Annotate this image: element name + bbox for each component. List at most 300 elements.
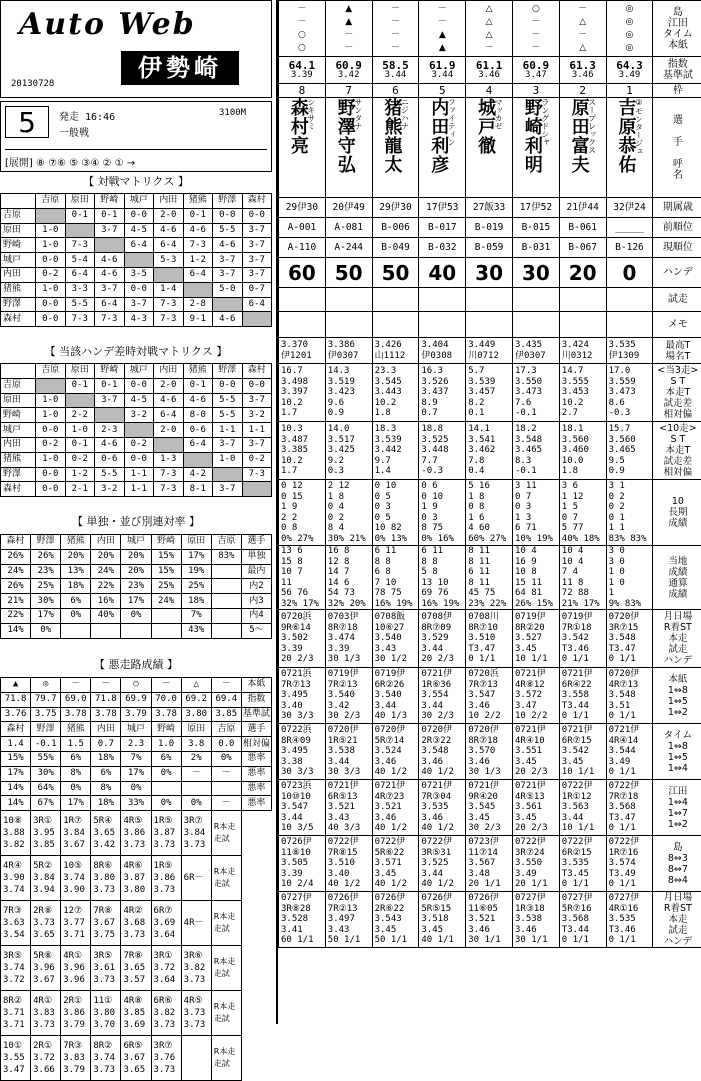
- tandoku-cell: 26%: [1, 549, 31, 564]
- stat-cell: [372, 836, 419, 892]
- rider-base-time: 3.47: [525, 70, 547, 80]
- tandoku-cell: 24%: [91, 564, 121, 579]
- matrix1-cell: 3-7: [213, 267, 243, 282]
- rider-cell: [466, 98, 513, 198]
- akuso-cell: 3.85: [211, 707, 241, 722]
- waku-number: 2: [579, 83, 586, 97]
- rider-cell: [606, 1, 653, 57]
- matrix2-col-header: 吉原: [36, 364, 66, 379]
- akuso-result-text: 3R⑦ 3.84 3.73: [183, 816, 206, 851]
- stat-cell: [512, 724, 559, 780]
- akuso-result-text: 4R⑤ 3.86 3.73: [123, 816, 146, 851]
- akuso-result-text: 7R⑧ 3.65 3.57: [123, 951, 146, 986]
- matrix2-cell: 1-0: [36, 393, 66, 408]
- akuso-result-text: 8R② 3.74 3.73: [93, 1041, 116, 1076]
- akuso-cell: －: [61, 678, 91, 693]
- rider-base-time: 3.46: [571, 70, 594, 80]
- stat-cell: [279, 338, 326, 364]
- rider-cell: [325, 258, 372, 288]
- left-panel: [0, 0, 272, 1076]
- stat-label: [653, 780, 701, 836]
- matrix1-cell: 9-1: [183, 312, 213, 327]
- stat-cell: [325, 422, 372, 480]
- stat-cell: [325, 546, 372, 610]
- akuso-result-text: 7R③ 3.83 3.79: [63, 1041, 85, 1076]
- rider-handicap: 0: [622, 260, 637, 285]
- matrix1-cell: 3-7: [213, 253, 243, 268]
- rider-index: 64.1: [288, 59, 316, 72]
- akuso-result-cell: [61, 901, 91, 946]
- matrix2-row-label: 内田: [1, 437, 36, 452]
- rider-name: 吉原恭佑: [615, 98, 637, 174]
- rider-cell: [279, 198, 326, 218]
- rider-handicap: 40: [428, 260, 457, 285]
- akuso-cell: ◎: [31, 678, 61, 693]
- stat-cell: [606, 780, 653, 836]
- tandoku-cell: 単独: [241, 549, 271, 564]
- akuso-cell: 71.8: [1, 692, 31, 707]
- akuso-cell: 70.0: [151, 692, 181, 707]
- matrix1-cell: [213, 297, 243, 312]
- rider-cell: [466, 218, 513, 238]
- tandoku-cell: 24%: [151, 594, 181, 609]
- tandoku-cell: [211, 623, 241, 638]
- stat-text: 3 1 0 2 0 2 0 1 1 1 83% 83%: [608, 481, 647, 544]
- stat-text: 0 10 0 5 0 3 0 5 10 82 0% 13%: [374, 481, 408, 544]
- akuso-cell: 0.7: [91, 737, 121, 752]
- matrix2-cell: 0-0: [36, 482, 66, 497]
- rider-handicap: 50: [334, 260, 363, 285]
- stat-cell: [466, 780, 513, 836]
- row-label-text: 前順位: [662, 222, 693, 233]
- matrix1-cell: 0-1: [65, 208, 95, 223]
- stat-cell: [419, 780, 466, 836]
- matrix2-cell: 3-7: [95, 393, 125, 408]
- matrix1-cell: 4-6: [154, 223, 184, 238]
- stat-cell: [512, 364, 559, 422]
- stat-text: 0726伊 11⑥05 3.521 3.46 30 1/1: [468, 893, 501, 946]
- matrix2-cell: 8-0: [183, 408, 213, 423]
- akuso-result-cell: [91, 811, 121, 856]
- stat-text: 0727伊 3R⑧28 3.528 3.41 60 1/1: [281, 893, 314, 946]
- akuso-result-text: 3R⑦ 3.76 3.73: [153, 1041, 176, 1076]
- matrix2-cell: 0-2: [124, 437, 154, 452]
- matrix2-cell: 1-3: [154, 452, 184, 467]
- rider-cell: [559, 198, 606, 218]
- rider-cell: [606, 288, 653, 312]
- matrix1-col-header: 城戸: [124, 194, 154, 209]
- akuso-cell: 野崎: [151, 722, 181, 737]
- tandoku-cell: 15%: [151, 549, 181, 564]
- rider-cell: [325, 218, 372, 238]
- stat-cell: [325, 836, 372, 892]
- akuso-result-text: 10① 3.55 3.47: [3, 1041, 25, 1076]
- rider-pre-rank: A-001: [287, 221, 317, 233]
- matrix2-cell: 0-1: [183, 378, 213, 393]
- matrix2-col-header: 野崎: [95, 364, 125, 379]
- akuso-result-cell: [121, 901, 151, 946]
- rider-cell: [279, 84, 326, 98]
- rider-cell: [419, 198, 466, 218]
- matrix2-cell: 3-2: [124, 408, 154, 423]
- tandoku-cell: [211, 564, 241, 579]
- matrix2-corner: [1, 364, 36, 379]
- akuso-result-text: 4R② 3.68 3.73: [123, 906, 146, 941]
- stat-cell: [606, 364, 653, 422]
- matrix2-cell: [36, 378, 66, 393]
- matrix1-cell: 6-4: [242, 297, 272, 312]
- rider-cell: [372, 1, 419, 57]
- akuso-result-text: 3R⑤ 3.74 3.72: [3, 951, 25, 986]
- stat-text: 0722伊 3R⑤31 3.525 3.44 40 1/2: [421, 837, 454, 890]
- matrix1-cell: 3-5: [124, 267, 154, 282]
- matrix2-row-label: 猪熊: [1, 452, 36, 467]
- akuso-result-text: 10⑧ 3.88 3.82: [3, 816, 25, 851]
- akuso-result-text: 4R① 3.83 3.73: [33, 996, 55, 1031]
- matrix1-cell: [183, 282, 213, 297]
- handicap-label: [653, 258, 701, 288]
- stat-cell: [466, 338, 513, 364]
- rider-cell: [559, 218, 606, 238]
- akuso-result-cell: [61, 811, 91, 856]
- stat-cell: [559, 668, 606, 724]
- matrix2-col-header: 城戸: [124, 364, 154, 379]
- akuso-result-cell: [181, 811, 211, 856]
- rider-cell: [512, 98, 559, 198]
- akuso-cell: －: [211, 796, 241, 811]
- stat-cell: [279, 546, 326, 610]
- akuso-cell: 14%: [1, 796, 31, 811]
- akuso-cell: 30%: [31, 766, 61, 781]
- stat-cell: [325, 610, 372, 668]
- akuso-cell: 64%: [31, 781, 61, 796]
- forecast-marks: △ △ △ －: [484, 3, 494, 53]
- matrix1-cell: 1-0: [36, 282, 66, 297]
- matrix1-cell: [36, 208, 66, 223]
- matrix1-cell: 4-6: [183, 223, 213, 238]
- matrix2-cell: 3-7: [242, 437, 272, 452]
- matrix1-cell: 6-4: [183, 267, 213, 282]
- stat-cell: [279, 480, 326, 546]
- akuso-cell: 55%: [31, 751, 61, 766]
- stat-text: 0727伊 1R③18 3.538 3.46 30 1/1: [514, 893, 548, 946]
- matrix1-col-header: 原田: [65, 194, 95, 209]
- stat-cell: [466, 610, 513, 668]
- akuso-cell: 71.8: [91, 692, 121, 707]
- stat-cell: [559, 892, 606, 948]
- stat-cell: [279, 836, 326, 892]
- matrix1-cell: 5-5: [65, 297, 95, 312]
- matrix2-cell: 1-0: [36, 408, 66, 423]
- matrix1-row-label: 野澤: [1, 297, 36, 312]
- stat-text: 15.7 3.560 3.465 9.5 0.9: [608, 424, 636, 477]
- akuso-cell: 17%: [1, 766, 31, 781]
- rider-cell: [466, 198, 513, 218]
- akuso-cell: 17%: [121, 766, 151, 781]
- stat-cell: [325, 364, 372, 422]
- stat-text: 5.7 3.539 3.457 8.2 0.1: [468, 366, 496, 419]
- stat-cell: [279, 892, 326, 948]
- tandoku-cell: [121, 623, 151, 638]
- rider-cell: [279, 98, 326, 198]
- stat-label: [653, 364, 701, 422]
- tandoku-cell: 23%: [31, 564, 61, 579]
- akuso-result-cell: [31, 1036, 61, 1081]
- akuso-result-text: 1R⑤ 3.87 3.73: [153, 816, 176, 851]
- akuso-result-cell: [91, 901, 121, 946]
- tandoku-cell: 7%: [181, 608, 211, 623]
- stat-text: 0721伊 4R④10 3.551 3.45 20 2/3: [514, 725, 548, 778]
- akuso-result-cell: [91, 991, 121, 1036]
- tandoku-cell: [151, 623, 181, 638]
- stat-text: 10.3 3.487 3.385 10.2 1.7: [281, 424, 309, 477]
- stat-text: 0720伊 1R⑤21 3.538 3.44 30 3/3: [327, 725, 361, 778]
- matrix1-cell: 4-5: [124, 223, 154, 238]
- akuso-cell: 2%: [181, 751, 211, 766]
- akuso-result-text: 8R② 3.71 3.71: [3, 996, 25, 1031]
- stat-text: 0721伊 4R⑦23 3.521 3.46 40 1/2: [374, 781, 408, 834]
- akuso-result-cell: [121, 811, 151, 856]
- akuso-cell: －: [211, 678, 241, 693]
- matrix2-cell: 1-1: [242, 423, 272, 438]
- matrix2-cell: 0-0: [36, 423, 66, 438]
- akuso-cell: 本紙: [241, 678, 271, 693]
- tandoku-header: 森村: [1, 535, 31, 550]
- row-label-text: 現順位: [662, 242, 693, 253]
- stat-label-text: 最高T 場名T: [665, 339, 691, 362]
- akuso-cell: 69.4: [211, 692, 241, 707]
- rider-cell: [512, 288, 559, 312]
- marks-label: [653, 1, 701, 57]
- akuso-result-cell: [121, 946, 151, 991]
- stat-text: 0722浜 8R④09 3.495 3.38 30 3/3: [281, 725, 314, 778]
- matrix2-col-header: 内田: [154, 364, 184, 379]
- rider-cell: [372, 312, 419, 338]
- stat-text: 0721伊 9R④20 3.545 3.45 30 2/3: [468, 781, 501, 834]
- matrix1-row: [1, 208, 272, 223]
- rider-cell: [559, 98, 606, 198]
- stat-text: 16 8 12 8 14 7 14 6 54 73 32% 20%: [327, 546, 366, 609]
- tandoku-cell: 17%: [121, 594, 151, 609]
- matrix1-cell: 5-4: [65, 253, 95, 268]
- rider-cell: [606, 198, 653, 218]
- matrix1-cell: 1-4: [154, 282, 184, 297]
- akuso-result-text: 2R⑧ 3.73 3.65: [33, 906, 55, 941]
- matrix2-cell: [95, 408, 125, 423]
- akuso-result-cell: [151, 946, 181, 991]
- akuso-result-text: R本走 走試: [213, 912, 236, 934]
- tandoku-cell: 22%: [1, 608, 31, 623]
- matrix1-cell: 4-6: [213, 312, 243, 327]
- stat-text: 0721伊 4R⑧12 3.572 3.47 10 2/2: [514, 669, 548, 722]
- akuso-result-cell: [121, 1036, 151, 1081]
- row-label-text: 指数 基準試: [662, 59, 693, 81]
- stat-text: 14.0 3.517 3.425 9.2 0.3: [327, 424, 355, 477]
- rider-pre-rank: A-081: [334, 221, 363, 233]
- forecast-marks: ○ － － －: [531, 3, 541, 53]
- stat-cell: [419, 668, 466, 724]
- stat-label: [653, 724, 701, 780]
- rider-kikan: 29伊30: [379, 201, 412, 213]
- shiso-label: [653, 288, 701, 312]
- stat-text: 0720伊 5R⑦14 3.524 3.46 40 1/2: [374, 725, 408, 778]
- akuso-cell: 79.7: [31, 692, 61, 707]
- matrix1-row-label: 吉原: [1, 208, 36, 223]
- stat-cell: [466, 546, 513, 610]
- rider-cell: [512, 1, 559, 57]
- stat-cell: [466, 364, 513, 422]
- matrix2-cell: 1-1: [213, 423, 243, 438]
- tandoku-header: 内田: [91, 535, 121, 550]
- matrix2-cell: [213, 467, 243, 482]
- rider-base-time: 3.49: [618, 70, 641, 80]
- rider-cell: [325, 238, 372, 258]
- stat-text: 3.426 山1112: [374, 339, 406, 361]
- matrix2-cell: 1-0: [65, 423, 95, 438]
- stat-text: 0722伊 1R①12 3.563 3.44 10 1/1: [561, 781, 595, 834]
- rider-cell: [325, 57, 372, 84]
- akuso-result-text: 10⑤ 3.74 3.90: [63, 861, 85, 896]
- stat-text: 0708川 8R⑦10 3.510 T3.47 0 1/1: [468, 612, 499, 665]
- stat-cell: [279, 364, 326, 422]
- rider-cell: [512, 312, 559, 338]
- akuso-cell: -0.1: [31, 737, 61, 752]
- matrix2-cell: 5-5: [95, 467, 125, 482]
- tandoku-header: 原田: [181, 535, 211, 550]
- matrix2-col-header: 原田: [65, 364, 95, 379]
- matrix2-row: [1, 467, 272, 482]
- matrix2-cell: 0-6: [183, 423, 213, 438]
- rider-pre-rank: B-017: [427, 221, 457, 233]
- matrix1-row: [1, 267, 272, 282]
- akuso-result-cell: [61, 856, 91, 901]
- rider-cell: [419, 312, 466, 338]
- rider-base-time: 3.44: [384, 70, 407, 80]
- stat-cell: [512, 338, 559, 364]
- stat-label-text: 月日場 R着ST 本走 試走 ハンデ: [663, 611, 693, 666]
- akuso-result-cell: [61, 991, 91, 1036]
- stat-text: 0723浜 10⑩10 3.547 3.44 10 3/5: [281, 781, 314, 834]
- stat-cell: [279, 668, 326, 724]
- logo: Auto Web: [19, 7, 196, 42]
- akuso-result-cell: [1, 946, 31, 991]
- stat-text: 0 6 0 10 1 9 0 3 8 75 0% 16%: [421, 481, 454, 544]
- rider-name: 城戸徹: [475, 98, 497, 155]
- matrix1-cell: 0-0: [36, 297, 66, 312]
- matrix2-cell: 4-6: [95, 437, 125, 452]
- akuso-table: [0, 677, 272, 1081]
- matrix2-cell: 5-5: [213, 408, 243, 423]
- akuso-result-cell: [211, 811, 241, 856]
- matrix1-cell: 1-2: [183, 253, 213, 268]
- rider-cell: [512, 57, 559, 84]
- matrix1-cell: 1-0: [36, 223, 66, 238]
- rider-cell: [325, 198, 372, 218]
- stat-text: 23.3 3.545 3.443 10.2 1.8: [374, 366, 402, 419]
- akuso-cell: 0.0: [211, 737, 241, 752]
- waku-number: 3: [532, 83, 540, 97]
- stat-label: [653, 892, 701, 948]
- akuso-cell: 3.8: [181, 737, 211, 752]
- stat-text: 0720浜 9R⑥14 3.502 3.39 20 2/3: [281, 612, 314, 665]
- stat-label-text: <10走> S T 本走T 試走差 相対偏: [659, 423, 697, 478]
- rider-cell: [466, 238, 513, 258]
- akuso-cell: 6%: [91, 766, 121, 781]
- stat-cell: [325, 724, 372, 780]
- akuso-cell: 17%: [61, 796, 91, 811]
- matrix1-col-header: 野澤: [213, 194, 243, 209]
- stat-label-text: 当地 成績 通算 成績: [668, 555, 688, 600]
- akuso-cell: 18%: [91, 796, 121, 811]
- stat-cell: [606, 836, 653, 892]
- matrix1-cell: 3-7: [242, 238, 272, 253]
- kikan-label: [653, 198, 701, 218]
- track-name: 伊勢崎: [121, 51, 239, 85]
- akuso-result-text: 1R⑤ 3.86 3.73: [153, 861, 176, 896]
- matrix2-cell: 7-3: [242, 467, 272, 482]
- akuso-result-cell: [1, 991, 31, 1036]
- akuso-cell: [211, 781, 241, 796]
- akuso-result-text: 4R⑥ 3.87 3.80: [123, 861, 146, 896]
- akuso-cell: 悪率: [241, 751, 271, 766]
- rider-kana: ファイティン: [447, 98, 457, 146]
- akuso-result-text: 3R① 3.95 3.85: [33, 816, 55, 851]
- matrix2-cell: 6-4: [183, 437, 213, 452]
- akuso-cell: －: [211, 766, 241, 781]
- stat-cell: [419, 546, 466, 610]
- akuso-cell: 6%: [61, 751, 91, 766]
- stat-cell: [279, 780, 326, 836]
- matrix2-cell: [65, 393, 95, 408]
- tandoku-cell: 26%: [31, 549, 61, 564]
- matrix1-col-header: 内田: [154, 194, 184, 209]
- akuso-cell: 2.3: [121, 737, 151, 752]
- akuso-result-cell: [31, 991, 61, 1036]
- tandoku-cell: 0%: [61, 608, 91, 623]
- matrix1-cell: 0-0: [124, 282, 154, 297]
- tandoku-cell: 6%: [61, 594, 91, 609]
- rider-cur-rank: B-049: [381, 241, 410, 253]
- stat-text: 10 4 16 9 10 8 15 11 64 81 26% 15%: [514, 546, 553, 609]
- tandoku-cell: 17%: [31, 608, 61, 623]
- stat-text: 0720伊 2R③22 3.548 3.46 40 1/2: [421, 725, 454, 778]
- rider-cell: [606, 218, 653, 238]
- matrix2-cell: 0-1: [65, 437, 95, 452]
- rider-cell: [372, 198, 419, 218]
- akuso-cell: △: [181, 678, 211, 693]
- stat-cell: [419, 892, 466, 948]
- matrix1-row: [1, 282, 272, 297]
- matrix2-cell: 2-3: [95, 423, 125, 438]
- row-label-text: 島 江田 タイム 本紙: [662, 6, 693, 51]
- matrix1-cell: 0-1: [95, 208, 125, 223]
- matrix2-cell: 8-1: [183, 482, 213, 497]
- akuso-cell: [151, 781, 181, 796]
- rider-cell: [419, 258, 466, 288]
- rider-cell: [606, 57, 653, 84]
- akuso-result-text: R本走 走試: [213, 1002, 236, 1024]
- stat-text: 14.7 3.555 3.453 10.2 2.7: [561, 366, 589, 419]
- akuso-cell: 69.2: [181, 692, 211, 707]
- tandoku-title: 【 単独・並び別連対率 】: [72, 515, 200, 528]
- matrix2-cell: 0-6: [95, 452, 125, 467]
- rider-cell: [419, 288, 466, 312]
- stat-label: [653, 480, 701, 546]
- rider-cell: [559, 57, 606, 84]
- forecast-marks: － － ○ ○: [297, 3, 307, 53]
- tandoku-cell: 内2: [241, 579, 271, 594]
- rider-pre-rank: B-019: [474, 221, 504, 233]
